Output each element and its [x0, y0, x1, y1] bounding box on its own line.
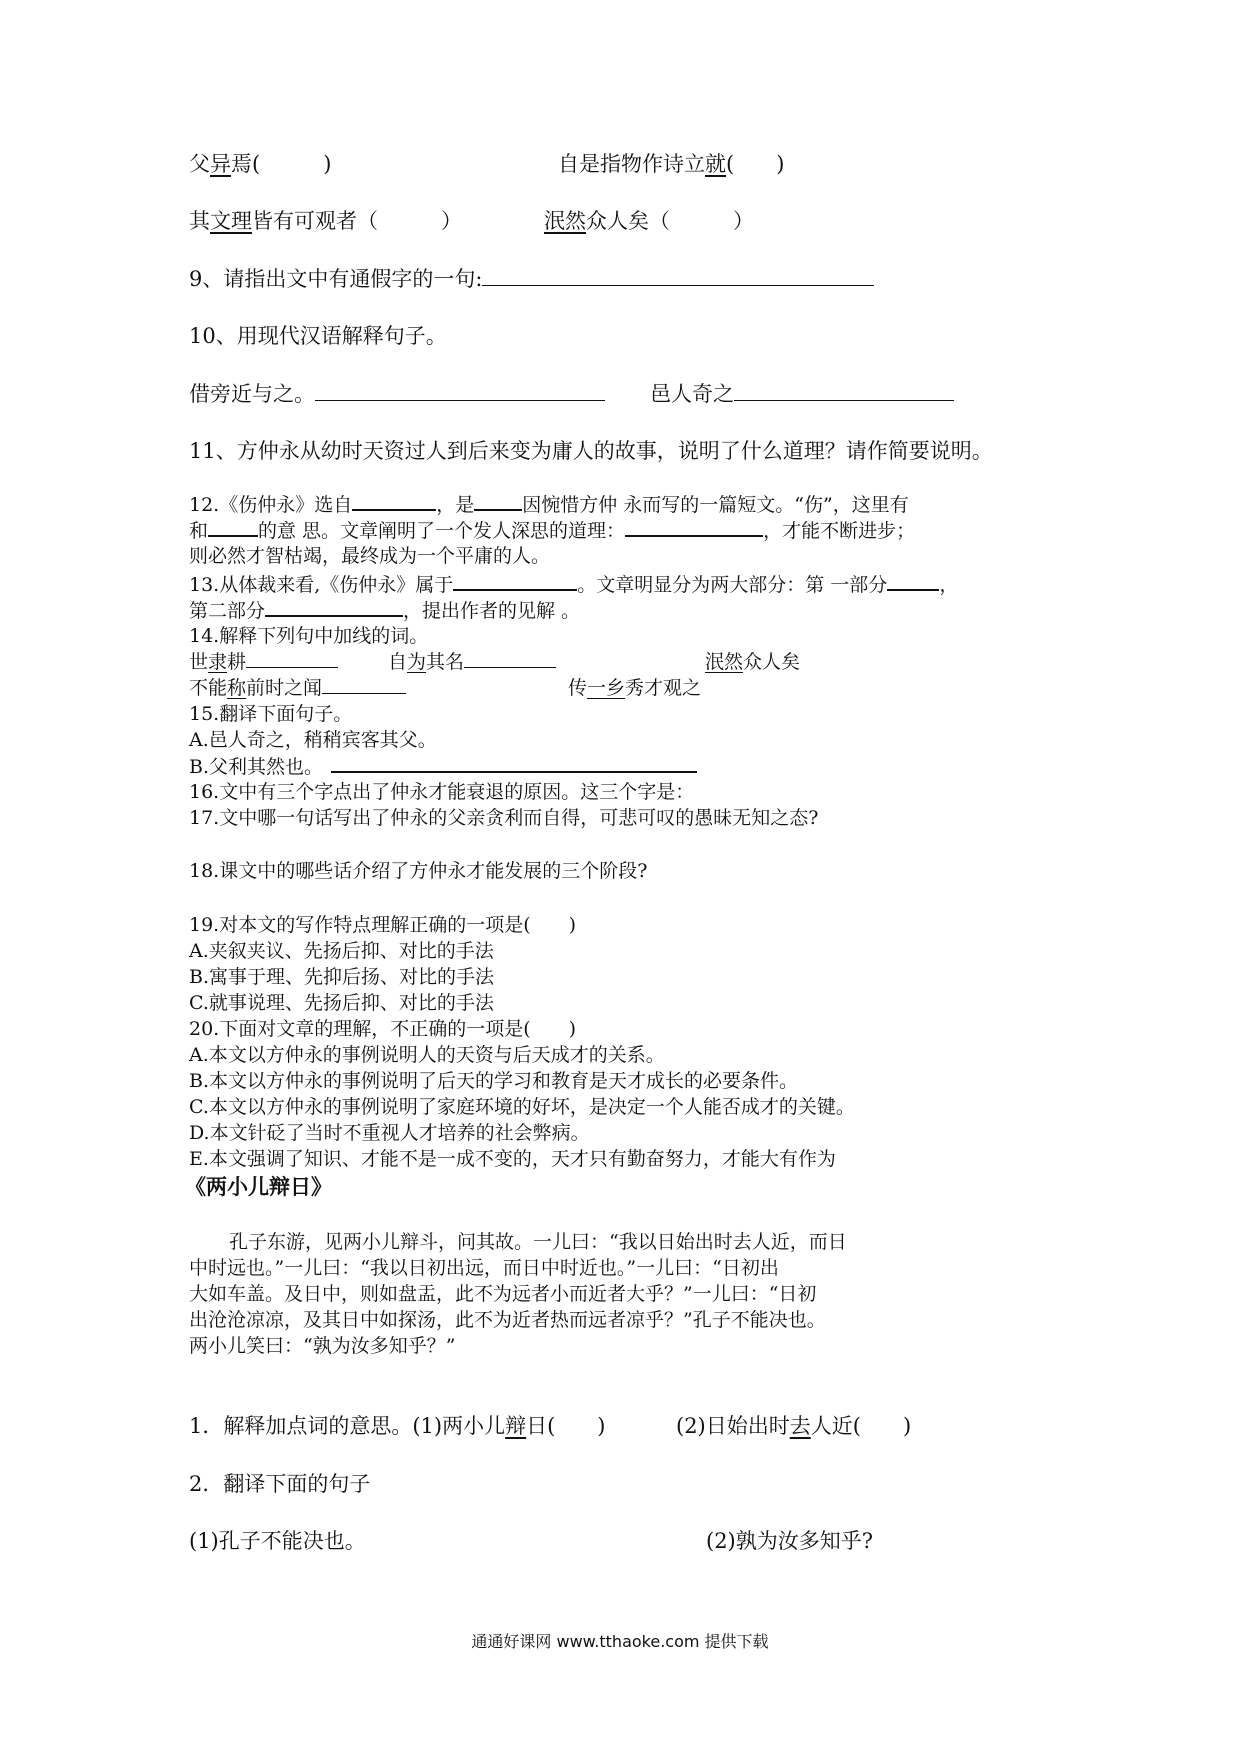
answer-blank[interactable]	[246, 649, 338, 668]
option-19c: C.就事说理、先扬后抑、对比的手法	[189, 992, 494, 1014]
passage-line: 中时远也。”一儿曰：“我以日初出远，而日中时近也。”一儿曰：“日初出	[189, 1257, 779, 1279]
word-wei: 自为其名	[388, 649, 556, 675]
passage-line: 大如车盖。及日中，则如盘盂，此不为远者小而近者大乎？”一儿曰：“日初	[189, 1283, 817, 1305]
def-fu-yi: 父异焉( )	[189, 152, 332, 176]
p2-question-2: 2．翻译下面的句子	[189, 1472, 371, 1496]
p2-question-2a: (1)孔子不能决也。	[189, 1529, 366, 1553]
answer-blank[interactable]	[887, 571, 939, 591]
answer-blank[interactable]	[331, 753, 697, 773]
answer-blank[interactable]	[464, 649, 556, 668]
question-15: 15.翻译下面句子。	[189, 703, 353, 725]
question-15a: A.邑人奇之，稍稍宾客其父。	[189, 729, 437, 751]
passage-line: 孔子东游，见两小儿辩斗，问其故。一儿曰：“我以日始出时去人近，而日	[229, 1231, 847, 1253]
passage-title: 《两小儿辩日》	[185, 1174, 332, 1199]
answer-blank[interactable]	[352, 491, 436, 511]
question-15b: B.父利其然也。	[189, 753, 697, 780]
question-10: 10、用现代汉语解释句子。	[189, 324, 447, 348]
option-20c: C.本文以方仲永的事例说明了家庭环境的好坏，是决定一个人能否成才的关键。	[189, 1096, 855, 1118]
question-16: 16.文中有三个字点出了仲永才能衰退的原因。这三个字是：	[189, 781, 695, 803]
passage-line: 两小儿笑曰：“孰为汝多知乎？”	[189, 1335, 456, 1357]
question-9: 9、请指出文中有通假字的一句:	[189, 265, 874, 293]
question-11: 11、方仲永从幼时天资过人到后来变为庸人的故事，说明了什么道理？请作简要说明。	[189, 439, 993, 463]
option-19a: A.夹叙夹议、先扬后抑、对比的手法	[189, 940, 494, 962]
question-10a: 借旁近与之。	[189, 380, 605, 408]
question-13-line1: 13.从体裁来看,《伤仲永》属于 。文章明显分为两大部分：第 一部分 ，	[189, 571, 958, 598]
question-12-line2: 和 的意 思。文章阐明了一个发人深思的道理： ，才能不断进步；	[189, 517, 915, 544]
option-20d: D.本文针砭了当时不重视人才培养的社会弊病。	[189, 1122, 590, 1144]
question-12-line1: 12.《伤仲永》选自 ，是 因惋惜方仲 永而写的一篇短文。“伤”，这里有	[189, 491, 909, 518]
question-17: 17.文中哪一句话写出了仲永的父亲贪利而自得，可悲可叹的愚昧无知之态?	[189, 807, 819, 829]
question-19: 19.对本文的写作特点理解正确的一项是( )	[189, 914, 577, 936]
option-19b: B.寓事于理、先抑后扬、对比的手法	[189, 966, 495, 988]
question-12-line3: 则必然才智枯竭，最终成为一个平庸的人。	[189, 545, 551, 567]
word-yi-xiang: 传一乡秀才观之	[568, 677, 702, 699]
word-li: 世隶耕	[189, 649, 338, 675]
question-20: 20.下面对文章的理解，不正确的一项是( )	[189, 1018, 577, 1040]
answer-blank[interactable]	[474, 491, 522, 511]
option-20b: B.本文以方仲永的事例说明了后天的学习和教育是天才成长的必要条件。	[189, 1070, 799, 1092]
answer-blank[interactable]	[315, 382, 605, 401]
question-10b: 邑人奇之	[650, 380, 954, 408]
answer-blank[interactable]	[265, 597, 403, 617]
p2-question-1b: (2)日始出时去人近( )	[676, 1414, 912, 1438]
def-wen-li: 其文理皆有可观者（ ）	[189, 209, 462, 233]
question-14: 14.解释下列句中加线的词。	[189, 625, 429, 647]
question-13-line2: 第二部分 ，提出作者的见解 。	[189, 597, 580, 624]
word-cheng: 不能称前时之闻	[189, 675, 406, 701]
answer-blank[interactable]	[208, 517, 258, 537]
p2-question-2b: (2)孰为汝多知乎?	[706, 1529, 874, 1553]
answer-blank[interactable]	[322, 675, 406, 694]
passage-line: 出沧沧凉凉，及其日中如探汤，此不为近者热而远者凉乎？”孔子不能决也。	[189, 1309, 826, 1331]
p2-question-1a: 1．解释加点词的意思。(1)两小儿辩日( )	[189, 1414, 606, 1438]
option-20e: E.本文强调了知识、才能不是一成不变的，天才只有勤奋努力，才能大有作为	[189, 1148, 836, 1170]
def-min-ran: 泯然众人矣（ ）	[544, 209, 754, 233]
def-li-jiu: 自是指物作诗立就( )	[558, 152, 785, 176]
answer-blank[interactable]	[482, 267, 874, 286]
page-footer: 通通好课网 www.tthaoke.com 提供下载	[471, 1632, 769, 1651]
answer-blank[interactable]	[453, 571, 577, 591]
word-min-ran: 泯然众人矣	[705, 651, 801, 673]
question-18: 18.课文中的哪些话介绍了方仲永才能发展的三个阶段?	[189, 860, 648, 882]
answer-blank[interactable]	[625, 517, 763, 537]
answer-blank[interactable]	[734, 382, 954, 401]
option-20a: A.本文以方仲永的事例说明人的天资与后天成才的关系。	[189, 1044, 665, 1066]
